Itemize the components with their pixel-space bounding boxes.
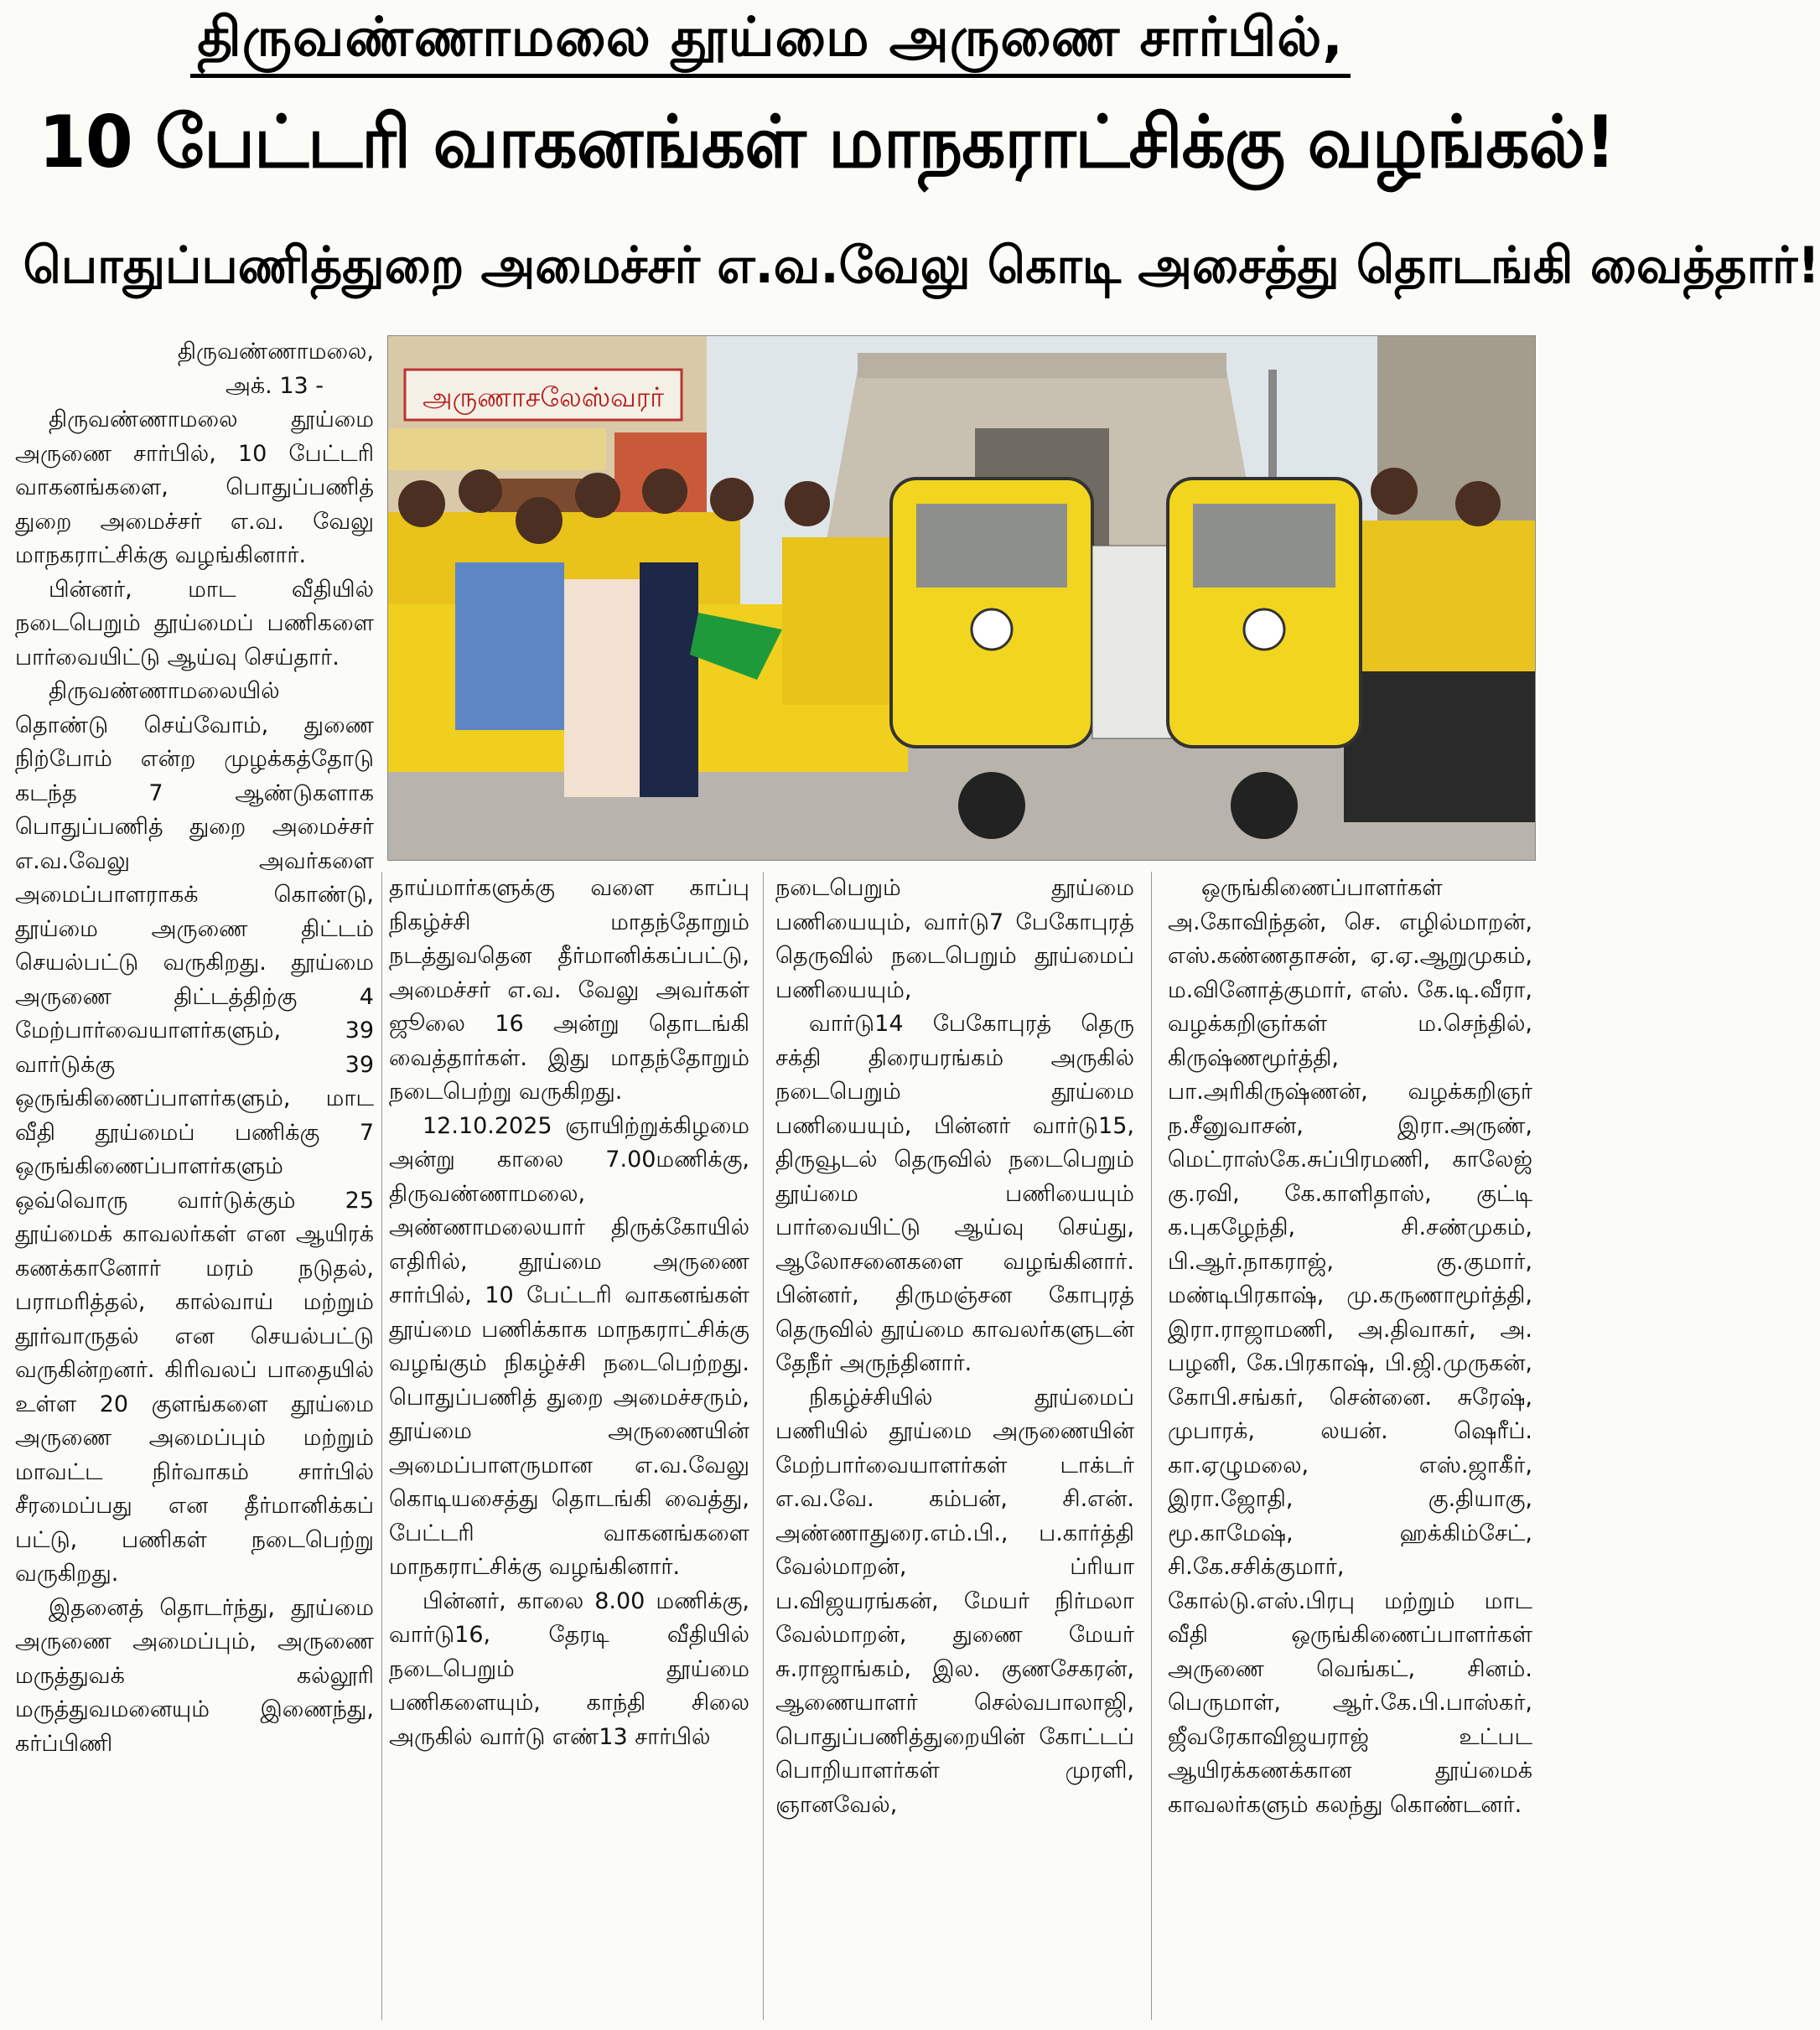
dateline-place: திருவண்ணாமலை, xyxy=(177,339,374,365)
paragraph: இதனைத் தொடர்ந்து, தூய்மை அருணை அமைப்பும், அருணை மருத்துவக் கல்லூரி மருத்துவமனையும் இணைந்து, கர்ப்பிணி xyxy=(15,1594,374,1757)
paragraph: திருவண்ணாமலையில் தொண்டு செய்வோம், துணை நிற்போம் என்ற முழக்கத்தோடு கடந்த 7 ஆண்டுகளாக பொதுப்பணித் துறை அமைச்சர் எ.வ.வேலு அவர்களை அமைப்பாளராகக் கொண்டு, தூய்மை அருணை திட்டம் செயல்பட்டு வருகிறது. தூய்மை அருணை திட்டத்திற்கு 4 மேற்பார்வையாளர்களும், 39 வார்டுக்கு 39 ஒருங்கிணைப்பாளர்களும், மாட வீதி தூய்மைப் பணிக்கு 7 ஒருங்கிணைப்பாளர்களும் ஒவ்வொரு வார்டுக்கும் 25 தூய்மைக் காவலர்கள் என ஆயிரக் கணக்கானோர் மரம் நடுதல், பராமரித்தல், கால்வாய் மற்றும் தூர்வாருதல் என செயல்பட்டு வருகின்றனர். கிரிவலப் பாதையில் உள்ள 20 குளங்களை தூய்மை அருணை அமைப்பும் மற்றும் மாவட்ட நிர்வாகம் சார்பில் சீரமைப்பது என தீர்மானிக்கப் பட்டு, பணிகள் நடைபெற்று வருகிறது. xyxy=(15,678,374,1587)
kicker-headline: திருவண்ணாமலை தூய்மை அருணை சார்பில், xyxy=(0,7,1541,75)
shop-sign: அருணாசலேஸ்வரர் xyxy=(423,381,664,413)
paragraph: நடைபெறும் தூய்மை பணியையும், வார்டு7 பேகோபுரத் தெருவில் நடைபெறும் தூய்மைப் பணியையும், xyxy=(775,875,1134,1003)
column-divider xyxy=(381,872,382,2020)
paragraph: பின்னர், மாட வீதியில் நடைபெறும் தூய்மைப் பணிகளை பார்வையிட்டு ஆய்வு செய்தார். xyxy=(15,576,374,671)
column-divider xyxy=(763,872,764,2020)
article-column-1 xyxy=(15,335,374,2020)
main-headline: 10 பேட்டரி வாகனங்கள் மாநகராட்சிக்கு வழங்கல்! xyxy=(38,101,1615,184)
paragraph: நிகழ்ச்சியில் தூய்மைப் பணியில் தூய்மை அருணையின் மேற்பார்வையாளர்கள் டாக்டர் எ.வ.வே. கம்பன், சி.என். அண்ணாதுரை.எம்.பி., ப.கார்த்தி வேல்மாறன், ப்ரியா ப.விஜயரங்கன், மேயர் நிர்மலா வேல்மாறன், துணை மேயர் சு.ராஜாங்கம், இல. குணசேகரன், ஆணையாளர் செல்வபாலாஜி, பொதுப்பணித்துறையின் கோட்டப் பொறியாளர்கள் முரளி, ஞானவேல், xyxy=(775,1384,1134,1818)
paragraph: ஒருங்கிணைப்பாளர்கள் அ.கோவிந்தன், செ. எழில்மாறன், எஸ்.கண்ணதாசன், ஏ.ஏ.ஆறுமுகம், ம.வினோத்குமார், எஸ். கே.டி.வீரா, வழக்கறிஞர்கள் ம.செந்தில், கிருஷ்ணமூர்த்தி, பா.அரிகிருஷ்ணன், வழக்கறிஞர் ந.சீனுவாசன், இரா.அருண், மெட்ராஸ்கே.சுப்பிரமணி, காலேஜ் கு.ரவி, கே.காளிதாஸ், குட்டி க.புகழேந்தி, சி.சண்முகம், பி.ஆர்.நாகராஜ், கு.குமார், மண்டிபிரகாஷ், மு.கருணாமூர்த்தி, இரா.ராஜாமணி, அ.திவாகர், அ. பழனி, கே.பிரகாஷ், பி.ஜி.முருகன், கோபி.சங்கர், சென்னை. சுரேஷ், முபாரக், லயன். ஷெரீப். கா.ஏழுமலை, எஸ்.ஜாகீர், இரா.ஜோதி, கு.தியாகு, மூ.காமேஷ், ஹக்கிம்சேட், சி.கே.சசிக்குமார், கோல்டு.எஸ்.பிரபு மற்றும் மாட வீதி ஒருங்கிணைப்பாளர்கள் அருணை வெங்கட், சினம். பெருமாள், ஆர்.கே.பி.பாஸ்கர், ஜீவரேகாவிஜயராஜ் உட்பட ஆயிரக்கணக்கான தூய்மைக் காவலர்களும் கலந்து கொண்டனர். xyxy=(1168,875,1532,1818)
paragraph: 12.10.2025 ஞாயிற்றுக்கிழமை அன்று காலை 7.00மணிக்கு, திருவண்ணாமலை, அண்ணாமலையார் திருக்கோயில் எதிரில், தூய்மை அருணை சார்பில், 10 பேட்டரி வாகனங்கள் தூய்மை பணிக்காக மாநகராட்சிக்கு வழங்கும் நிகழ்ச்சி நடைபெற்றது. பொதுப்பணித் துறை அமைச்சரும், தூய்மை அருணையின் அமைப்பாளருமான எ.வ.வேலு கொடியசைத்து தொடங்கி வைத்து, பேட்டரி வாகனங்களை மாநகராட்சிக்கு வழங்கினார். xyxy=(389,1112,749,1580)
article-column-2 xyxy=(389,872,749,2020)
paragraph: தாய்மார்களுக்கு வளை காப்பு நிகழ்ச்சி மாதந்தோறும் நடத்துவதென தீர்மானிக்கப்பட்டு, அமைச்சர் எ.வ. வேலு அவர்கள் ஜூலை 16 அன்று தொடங்கி வைத்தார்கள். இது மாதந்தோறும் நடைபெற்று வருகிறது. xyxy=(389,875,749,1105)
paragraph: வார்டு14 பேகோபுரத் தெரு சக்தி திரையரங்கம் அருகில் நடைபெறும் தூய்மை பணியையும், பின்னர் வார்டு15, திருவூடல் தெருவில் நடைபெறும் தூய்மை பணியையும் பார்வையிட்டு ஆய்வு செய்து, ஆலோசனைகளை வழங்கினார். பின்னர், திருமஞ்சன கோபுரத் தெருவில் தூய்மை காவலர்களுடன் தேநீர் அருந்தினார். xyxy=(775,1011,1134,1376)
paragraph: பின்னர், காலை 8.00 மணிக்கு, வார்டு16, தேரடி வீதியில் நடைபெறும் தூய்மை பணிகளையும், காந்தி சிலை அருகில் வார்டு எண்13 சார்பில் xyxy=(389,1587,749,1750)
paragraph: திருவண்ணாமலை தூய்மை அருணை சார்பில், 10 பேட்டரி வாகனங்களை, பொதுப்பணித் துறை அமைச்சர் எ.வ. வேலு மாநகராட்சிக்கு வழங்கினார். xyxy=(15,407,374,568)
sub-headline: பொதுப்பணித்துறை அமைச்சர் எ.வ.வேலு கொடி அசைத்து தொடங்கி வைத்தார்! xyxy=(23,236,1820,295)
article-column-4 xyxy=(1168,872,1532,2020)
photo-illustration xyxy=(388,336,1535,860)
dateline-date: அக். 13 - xyxy=(225,372,324,399)
article-column-3 xyxy=(775,872,1134,2020)
news-photo xyxy=(387,335,1536,861)
column-divider xyxy=(1151,872,1152,2020)
